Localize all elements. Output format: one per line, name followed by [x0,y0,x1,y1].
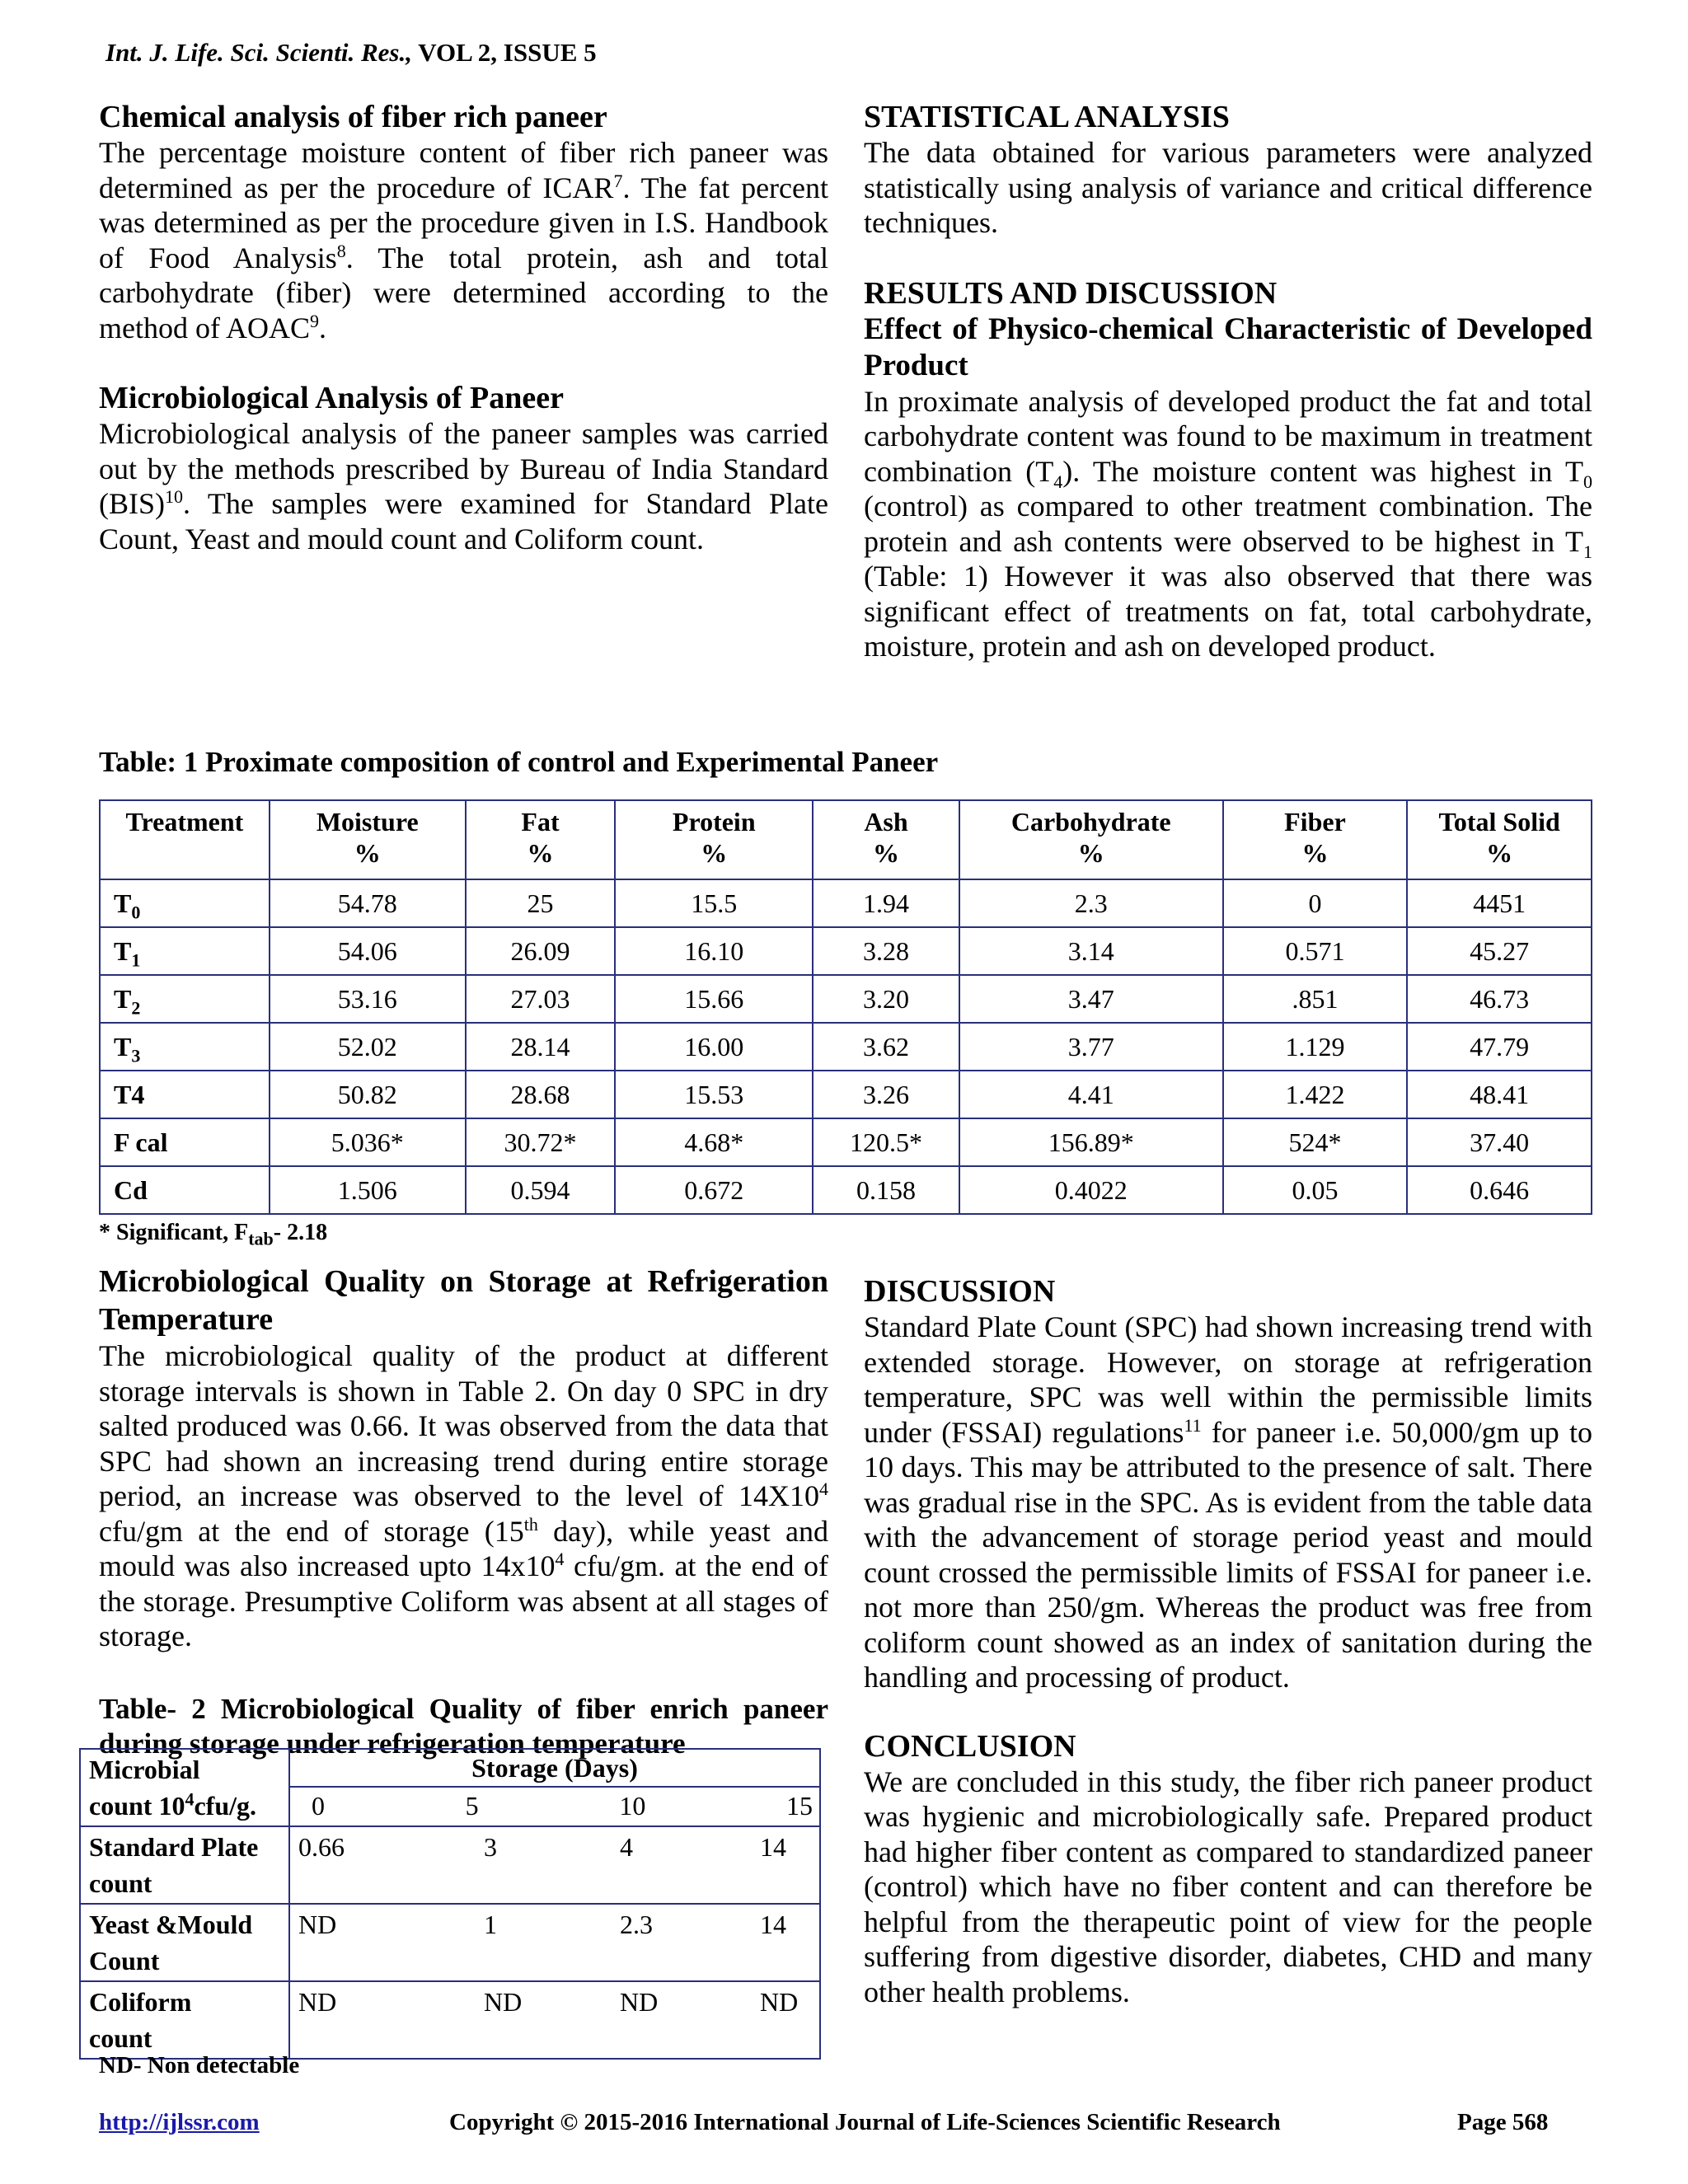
table1-cell: 0.672 [615,1166,813,1214]
table2-value: 1 [484,1910,497,1939]
table1-cell: 53.16 [270,975,466,1023]
table2-value: ND [620,1987,659,2017]
table1-row-label: $T_2$ [100,975,270,1023]
page-number: Page 568 [1457,2109,1549,2135]
microbiological-analysis-paragraph: Microbiological analysis of the paneer samples was carried out by the methods prescribed by Bureau of India Standard (BIS)$^{10}$. The samples were examined for Standard Plate Count, Yeast and mould count and Coliform count. [99,417,828,555]
table1-cell: 52.02 [270,1023,466,1071]
table2-caption: Table- 2 Microbiological Quality of fiber enrich paneer during storage under refrigeration temperature [99,1692,828,1760]
table1-cell: 1.506 [270,1166,466,1214]
left-column-bottom [99,1263,828,1761]
table2-row-label: Yeast &Mould Count [80,1904,289,1981]
table2-value: 14 [760,1910,786,1939]
section-heading-chemical-analysis: Chemical analysis of fiber rich paneer [99,100,607,134]
table2-value: 2.3 [620,1910,653,1939]
section-heading-micro-quality: Microbiological Quality on Storage at Refrigeration Temperature [99,1264,828,1337]
table1-cell: 2.3 [959,879,1223,927]
table2-value: ND [298,1910,337,1939]
table1-cell: 3.62 [813,1023,959,1071]
table1-cell: 1.129 [1223,1023,1408,1071]
table1-cell: 0.05 [1223,1166,1408,1214]
volume-issue: VOL 2, ISSUE 5 [418,38,597,67]
table2-values-cell [289,1904,820,1981]
journal-abbrev: Int. J. Life. Sci. Scienti. Res., [106,38,412,67]
table1-cell: 3.14 [959,927,1223,975]
table1-cell: 0.646 [1407,1166,1592,1214]
table1-cell: 4451 [1407,879,1592,927]
results-subheading: Effect of Physico-chemical Characteristic of Developed Product [864,312,1592,382]
table1-cell: 4.41 [959,1071,1223,1118]
table1-cell: 1.422 [1223,1071,1408,1118]
table2-header-row [80,1749,820,1826]
table2-row-label: Standard Plate count [80,1826,289,1904]
table2-row [80,1981,820,2059]
chemical-analysis-paragraph: The percentage moisture content of fiber rich paneer was determined as per the procedure of ICAR$^7$. The fat percent was determined as per the procedure given in I.S. Handbook of Food Analysis$^8$. The total protein, ash and total carbohydrate (fiber) were determined according to the method of AOAC$^9$. [99,136,828,344]
table1-cell: 28.14 [466,1023,616,1071]
table1-cell: 16.10 [615,927,813,975]
table1-cell: 27.03 [466,975,616,1023]
table1-cell: 30.72* [466,1118,616,1166]
table1-cell: 26.09 [466,927,616,975]
table2-note: ND- Non detectable [99,2052,300,2079]
table2-value: ND [298,1987,337,2017]
table1-cell: .851 [1223,975,1408,1023]
table1-cell: 45.27 [1407,927,1592,975]
statistical-analysis-paragraph: The data obtained for various parameters were analyzed statistically using analysis of variance and critical difference techniques. [864,136,1592,239]
table2-value: 4 [620,1832,633,1862]
table1-row [100,879,1592,927]
table1-cell: 48.41 [1407,1071,1592,1118]
table1-row [100,1118,1592,1166]
table1-header-cell: Moisture % [270,800,466,879]
table2-days: 0 5 10 15 [312,1791,813,1821]
table1-row-label: F cal [100,1118,270,1166]
table2-value: 0.66 [298,1832,345,1862]
left-column-top [99,99,828,556]
table1-cell: 15.66 [615,975,813,1023]
results-paragraph: In proximate analysis of developed product the fat and total carbohydrate content was found to be maximum in treatment combination $(T_4)$. The moisture content was highest in $T_0$ (control) as compared to other treatment combination. The protein and ash contents were observed to be highest in $T_1$ (Table: 1) However it was also observed that there was significant effect of treatments on fat, total carbohydrate, moisture, protein and ash on developed product. [864,384,1592,663]
table1-footnote: * Significant, $F_{tab}-$ 2.18 [99,1220,328,1249]
table1-cell: 25 [466,879,616,927]
table1-row [100,1071,1592,1118]
discussion-paragraph: Standard Plate Count (SPC) had shown increasing trend with extended storage. However, on storage at refrigeration temperature, SPC was well within the permissible limits under (FSSAI) regulations$^{11}$ for paneer i.e. 50,000/gm up to 10 days. This may be attributed to the presence of salt. There was gradual rise in the SPC. As is evident from the table data with the advancement of storage period yeast and mould count crossed the permissible limits of FSSAI for paneer i.e. not more than 250/gm. Whereas the product was free from coliform count showed as an index of sanitation during the handling and processing of product. [864,1310,1592,1694]
table1-cell: 3.26 [813,1071,959,1118]
microbiological-quality-table [79,1748,821,2060]
copyright-text: Copyright © 2015-2016 International Journal of Life-Sciences Scientific Research [449,2109,1281,2135]
table1-header-cell: Ash % [813,800,959,879]
table1-cell: 0.594 [466,1166,616,1214]
table1-row-label: Cd [100,1166,270,1214]
table1-cell: 37.40 [1407,1118,1592,1166]
table2-values-cell [289,1826,820,1904]
table1-row-label: T4 [100,1071,270,1118]
table1-cell: 1.94 [813,879,959,927]
table1-cell: 15.5 [615,879,813,927]
table2-value: ND [760,1987,799,2017]
proximate-composition-table [99,799,1592,1215]
conclusion-paragraph: We are concluded in this study, the fiber rich paneer product was hygienic and microbiologically safe. Prepared product had higher fiber content as compared to standardized paneer (control) which have no fiber content and can therefore be helpful from the therapeutic point of view for the people suffering from digestive disorder, diabetes, CHD and many other health problems. [864,1765,1592,2008]
table1-cell: 156.89* [959,1118,1223,1166]
section-heading-statistical-analysis: STATISTICAL ANALYSIS [864,100,1230,134]
right-column-bottom [864,1273,1592,2009]
table1-cell: 3.28 [813,927,959,975]
table1-cell: 46.73 [1407,975,1592,1023]
right-column-top [864,99,1592,664]
table1-cell: 54.06 [270,927,466,975]
table1-cell: 0.158 [813,1166,959,1214]
table2-value: 14 [760,1832,786,1862]
table1-cell: 0 [1223,879,1408,927]
table2-row [80,1826,820,1904]
table1-header-row [100,800,1592,879]
section-heading-microbiological-analysis: Microbiological Analysis of Paneer [99,381,564,415]
table1-cell: 15.53 [615,1071,813,1118]
table2-row [80,1904,820,1981]
table2-row-label: Coliform count [80,1981,289,2059]
table1-cell: 4.68* [615,1118,813,1166]
running-head [106,38,597,68]
table1-cell: 0.4022 [959,1166,1223,1214]
table1-header-cell: Fiber % [1223,800,1408,879]
table1-header-cell: Total Solid % [1407,800,1592,879]
table1-cell: 54.78 [270,879,466,927]
table1-cell: 0.571 [1223,927,1408,975]
table1-header-cell: Treatment [100,800,270,879]
micro-quality-paragraph: The microbiological quality of the product at different storage intervals is shown in Table 2. On day 0 SPC in dry salted produced was 0.66. It was observed from the data that SPC had shown an increasing trend during entire storage period, an increase was observed to the level of $14X10^4$ cfu/gm at the end of storage (15th day), while yeast and mould was also increased upto $14x10^4$ cfu/gm. at the end of the storage. Presumptive Coliform was absent at all stages of storage. [99,1339,828,1652]
table1-row-label: $T_0$ [100,879,270,927]
table1-row-label: $T_1$ [100,927,270,975]
table1-cell: 5.036* [270,1118,466,1166]
table1-row [100,1166,1592,1214]
table2-header-label: Microbial count $10^4cfu/g$. [80,1749,289,1826]
table1-cell: 28.68 [466,1071,616,1118]
section-heading-results: RESULTS AND DISCUSSION [864,275,1278,311]
table1-cell: 120.5* [813,1118,959,1166]
table1-cell: 16.00 [615,1023,813,1071]
table1-row [100,975,1592,1023]
table2-value: ND [484,1987,523,2017]
table2-storage-header: Storage (Days) 0 5 10 15 [289,1749,820,1826]
table1-row [100,1023,1592,1071]
section-heading-discussion: DISCUSSION [864,1274,1056,1309]
table1-cell: 3.47 [959,975,1223,1023]
table1-row-label: $T_3$ [100,1023,270,1071]
table1-cell: 47.79 [1407,1023,1592,1071]
journal-url-link[interactable]: http://ijlssr.com [99,2109,260,2135]
section-heading-conclusion: CONCLUSION [864,1728,1076,1764]
table1-caption: Table: 1 Proximate composition of control and Experimental Paneer [99,746,939,778]
table1-cell: 3.77 [959,1023,1223,1071]
table2-values-cell [289,1981,820,2059]
table1-cell: 50.82 [270,1071,466,1118]
table1-row [100,927,1592,975]
table2-value: 3 [484,1832,497,1862]
table1-header-cell: Fat % [466,800,616,879]
table1-header-cell: Protein % [615,800,813,879]
table1-cell: 524* [1223,1118,1408,1166]
table1-header-cell: Carbohydrate % [959,800,1223,879]
table1-cell: 3.20 [813,975,959,1023]
